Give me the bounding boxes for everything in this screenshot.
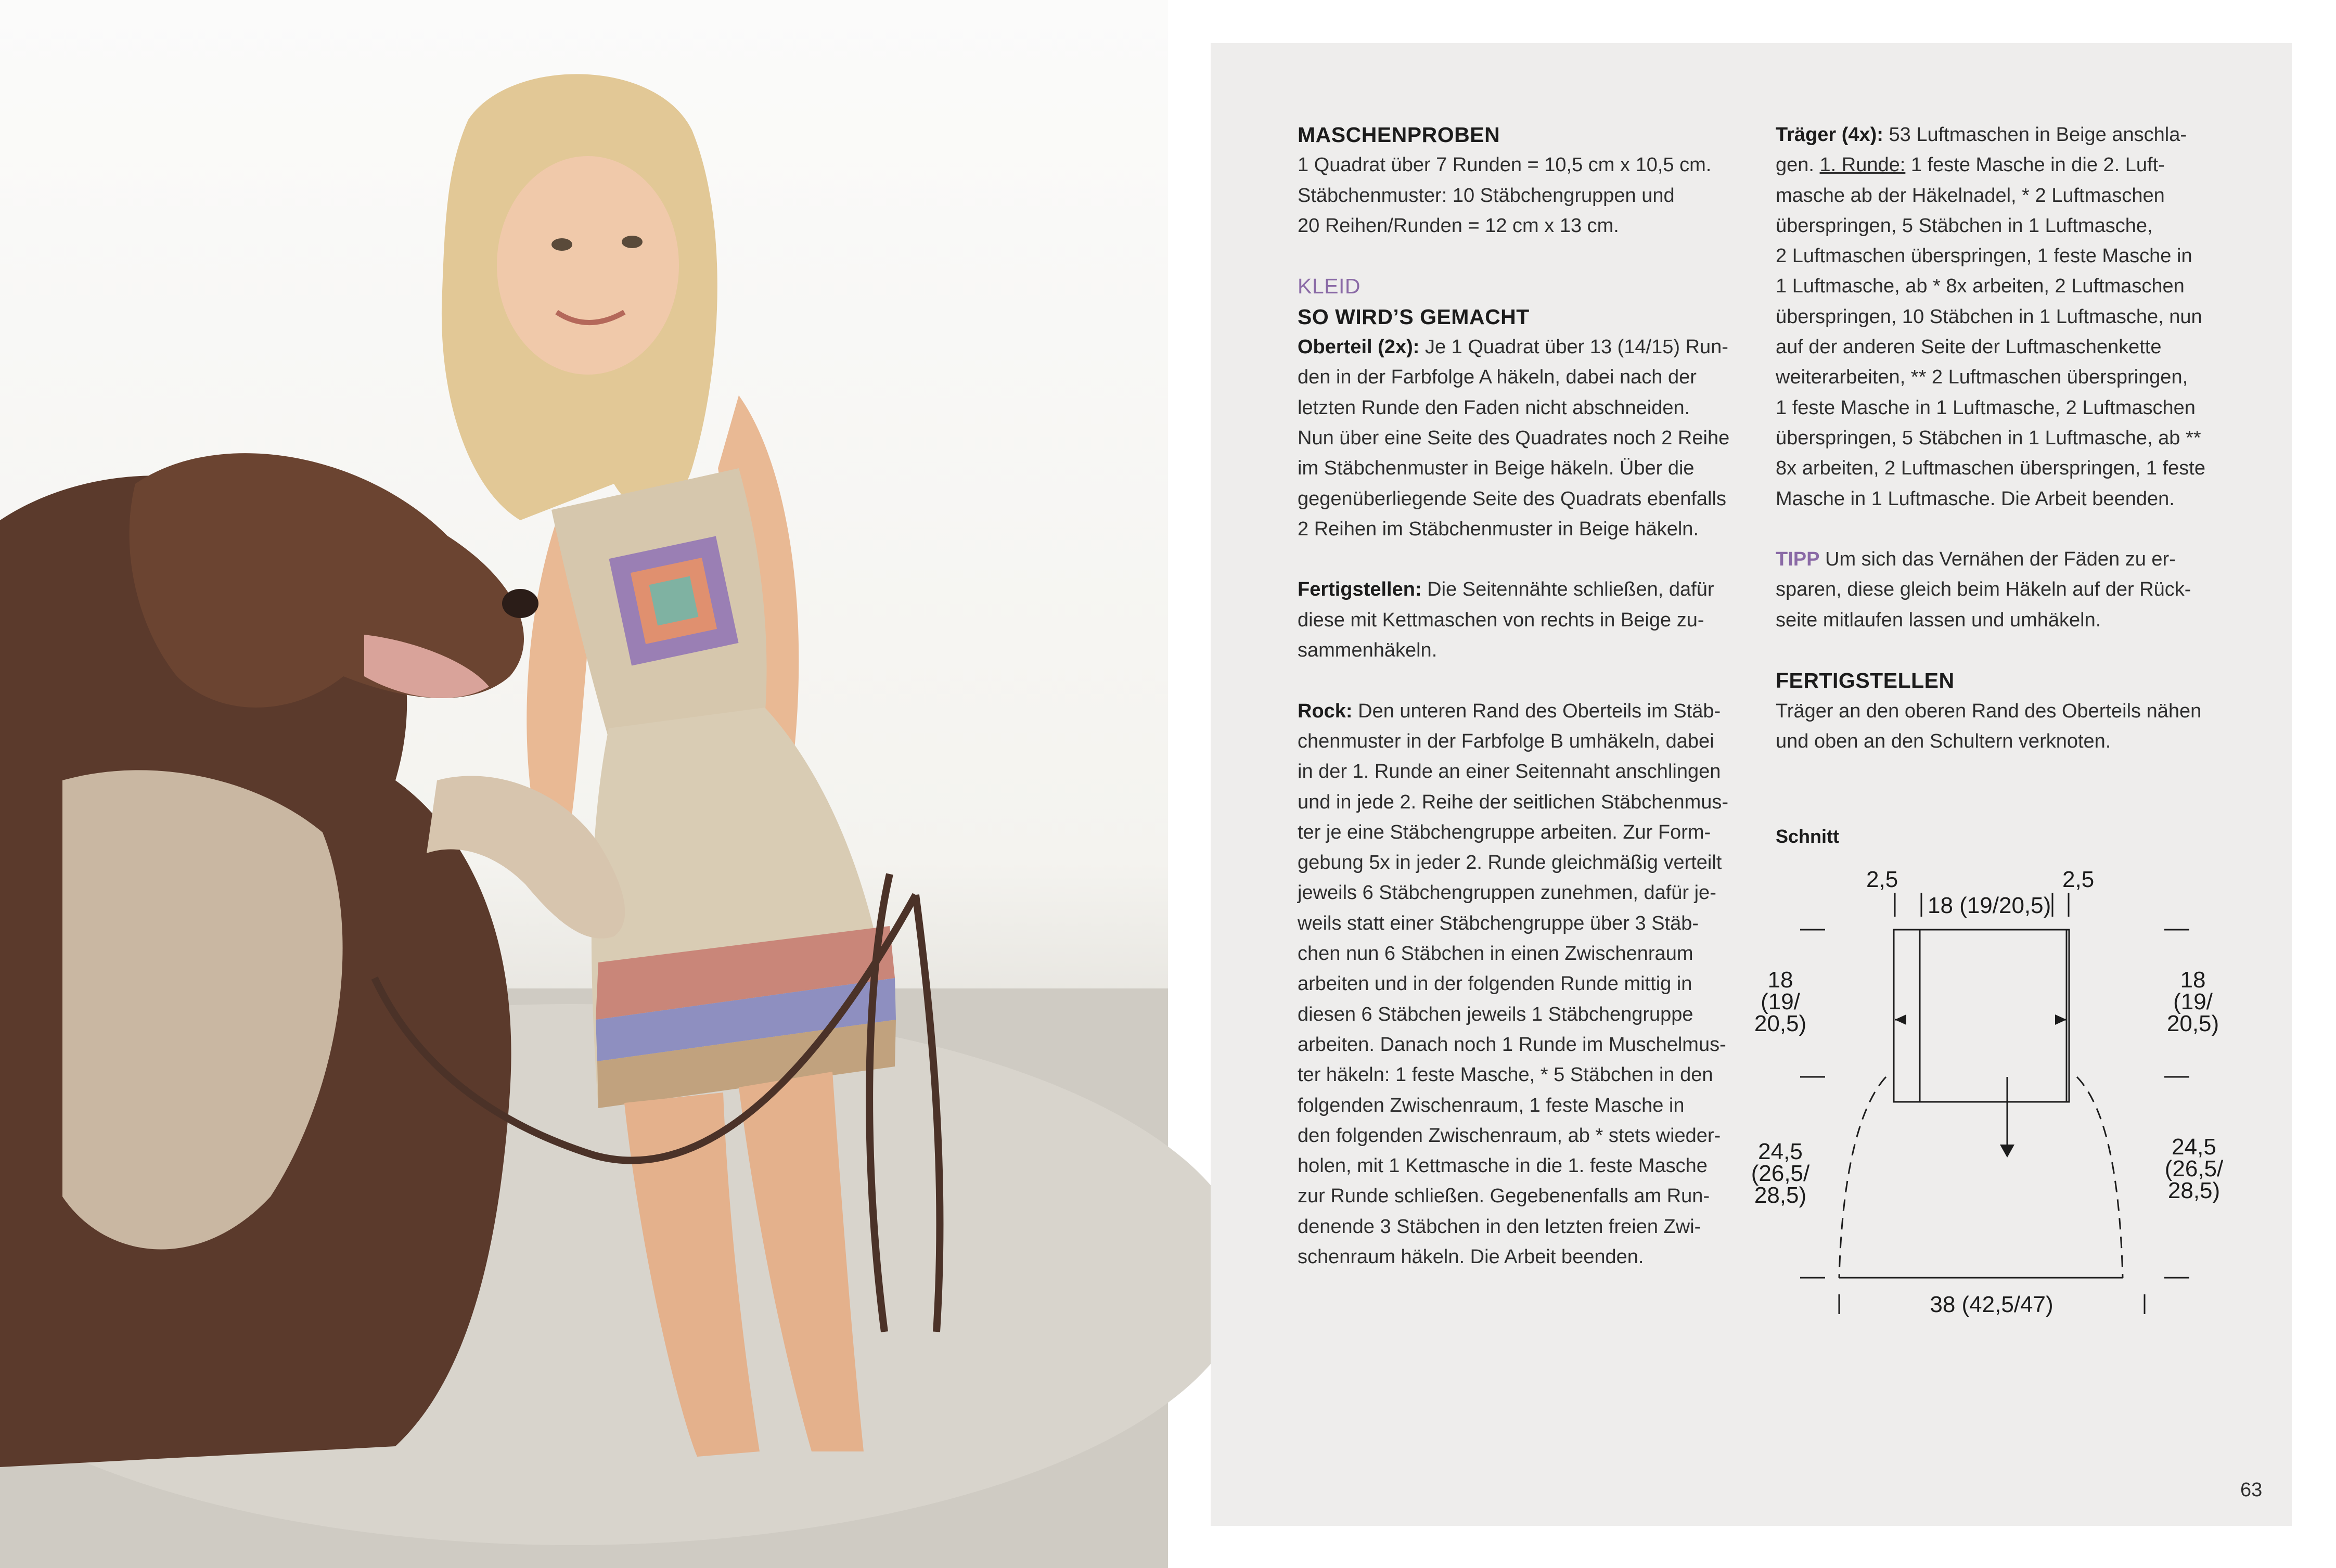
kleid-heading: KLEID xyxy=(1298,274,1360,299)
oberteil-line: Je 1 Quadrat über 13 (14/15) Run- xyxy=(1419,336,1728,358)
page-number: 63 xyxy=(2240,1479,2263,1501)
top-width-measure: 18 (19/20,5) xyxy=(1928,893,2051,918)
traeger-line: überspringen, 5 Stäbchen in 1 Luftmasche, xyxy=(1776,214,2153,237)
oberteil-paragraph xyxy=(1298,332,1740,362)
traeger-line: überspringen, 5 Stäbchen in 1 Luftmasche, ab ** xyxy=(1776,427,2201,449)
rock-line: chenmuster in der Farbfolge B umhäkeln, dabei xyxy=(1298,730,1714,752)
rock-line: arbeiten. Danach noch 1 Runde im Muschelmus- xyxy=(1298,1033,1726,1056)
traeger-line xyxy=(1776,150,2244,180)
rock-line: weils statt einer Stäbchengruppe über 3 Stäb- xyxy=(1298,912,1699,934)
traeger-line: Masche in 1 Luftmasche. Die Arbeit beenden. xyxy=(1776,487,2175,510)
column-right xyxy=(1776,120,2244,756)
oberteil-line: letzten Runde den Faden nicht abschneiden. xyxy=(1298,396,1690,419)
rock-lead: Rock: xyxy=(1298,700,1353,722)
right-upper-line: (19/ xyxy=(2173,989,2213,1014)
traeger-line: 53 Luftmaschen in Beige anschla- xyxy=(1883,124,2187,146)
oberteil-line: den in der Farbfolge A häkeln, dabei nach der xyxy=(1298,366,1697,389)
right-lower-line: 28,5) xyxy=(2167,1178,2221,1203)
top-right-measure: 2,5 xyxy=(2062,867,2095,892)
rock-line: ter häkeln: 1 feste Masche, * 5 Stäbchen in den xyxy=(1298,1064,1713,1086)
fertigstellen-line: sammenhäkeln. xyxy=(1298,639,1437,662)
fertigstellen-lead: Fertigstellen: xyxy=(1298,579,1422,601)
rock-line: in der 1. Runde an einer Seitennaht anschlingen xyxy=(1298,761,1721,783)
traeger-line: auf der anderen Seite der Luftmaschenkette xyxy=(1776,336,2162,358)
maschenproben-line: 20 Reihen/Runden = 12 cm x 13 cm. xyxy=(1298,214,1619,237)
top-left-measure: 2,5 xyxy=(1866,867,1898,892)
rock-line: zur Runde schließen. Gegebenenfalls am Run- xyxy=(1298,1185,1710,1207)
rock-line: und in jede 2. Reihe der seitlichen Stäbchenmus- xyxy=(1298,791,1729,813)
schnitt-drawing xyxy=(1748,858,2224,1327)
rock-line: den folgenden Zwischenraum, ab * stets wieder- xyxy=(1298,1124,1721,1147)
column-left xyxy=(1298,120,1740,1272)
traeger-lead: Träger (4x): xyxy=(1776,124,1883,146)
fertigstellen-line: diese mit Kettmaschen von rechts in Beige zu- xyxy=(1298,609,1704,631)
traeger-text: 1 feste Masche in die 2. Luft- xyxy=(1905,154,2165,176)
rock-paragraph xyxy=(1298,696,1740,726)
left-lower-line: 24,5 xyxy=(1758,1139,1803,1164)
rock-line: denende 3 Stäbchen in den letzten freien Zwi- xyxy=(1298,1215,1701,1238)
tipp-line: sparen, diese gleich beim Häkeln auf der Rück- xyxy=(1776,579,2191,601)
traeger-line: 1 feste Masche in 1 Luftmasche, 2 Luftmaschen xyxy=(1776,396,2196,419)
traeger-paragraph xyxy=(1776,120,2244,150)
traeger-line: 8x arbeiten, 2 Luftmaschen überspringen, 1 feste xyxy=(1776,457,2205,480)
left-upper-line: (19/ xyxy=(1761,989,1800,1014)
fertigstellen-line: Die Seitennähte schließen, dafür xyxy=(1421,579,1714,601)
rock-line: ter je eine Stäbchengruppe arbeiten. Zur Form- xyxy=(1298,821,1711,843)
traeger-line: überspringen, 10 Stäbchen in 1 Luftmasche, nun xyxy=(1776,305,2202,328)
maschenproben-heading: MASCHENPROBEN xyxy=(1298,123,1500,147)
right-lower-line: (26,5/ xyxy=(2164,1156,2224,1181)
tipp-line: seite mitlaufen lassen und umhäkeln. xyxy=(1776,609,2101,631)
right-upper-line: 20,5) xyxy=(2166,1011,2219,1036)
oberteil-lead: Oberteil (2x): xyxy=(1298,336,1420,358)
left-lower-line: (26,5/ xyxy=(1751,1161,1810,1186)
schnitt-diagram xyxy=(1748,858,2224,1329)
traeger-line: masche ab der Häkelnadel, * 2 Luftmaschen xyxy=(1776,184,2165,207)
left-lower-line: 28,5) xyxy=(1754,1183,1807,1208)
rock-line: arbeiten und in der folgenden Runde mittig in xyxy=(1298,973,1692,995)
maschenproben-line: 1 Quadrat über 7 Runden = 10,5 cm x 10,5 cm. xyxy=(1298,154,1712,176)
runde-label: 1. Runde: xyxy=(1819,154,1906,176)
fertigstellen-text: Träger an den oberen Rand des Oberteils nähen xyxy=(1776,700,2202,722)
rock-line: gebung 5x in jeder 2. Runde gleichmäßig verteilt xyxy=(1298,852,1722,874)
tipp-line: Um sich das Vernähen der Fäden zu er- xyxy=(1819,548,2176,571)
oberteil-line: Nun über eine Seite des Quadrates noch 2 Reihe xyxy=(1298,427,1730,449)
traeger-line: weiterarbeiten, ** 2 Luftmaschen überspringen, xyxy=(1776,366,2188,389)
oberteil-line: 2 Reihen im Stäbchenmuster in Beige häkeln. xyxy=(1298,518,1699,540)
fertigstellen-text: und oben an den Schultern verknoten. xyxy=(1776,730,2111,752)
tipp-label: TIPP xyxy=(1776,548,1820,571)
rock-line: holen, mit 1 Kettmasche in die 1. feste Masche xyxy=(1298,1155,1708,1177)
fertigstellen-heading: FERTIGSTELLEN xyxy=(1776,669,1955,693)
left-upper-line: 18 xyxy=(1767,967,1793,993)
traeger-line: 1 Luftmasche, ab * 8x arbeiten, 2 Luftmaschen xyxy=(1776,275,2185,298)
oberteil-line: im Stäbchenmuster in Beige häkeln. Über die xyxy=(1298,457,1695,480)
fertigstellen-paragraph xyxy=(1298,574,1740,605)
tipp-paragraph xyxy=(1776,544,2244,574)
rock-line: chen nun 6 Stäbchen in einen Zwischenraum xyxy=(1298,943,1693,965)
rock-line: Den unteren Rand des Oberteils im Stäb- xyxy=(1352,700,1721,722)
bottom-width-measure: 38 (42,5/47) xyxy=(1930,1292,2053,1317)
rock-line: diesen 6 Stäbchen jeweils 1 Stäbchengruppe xyxy=(1298,1003,1693,1025)
rock-line: folgenden Zwischenraum, 1 feste Masche in xyxy=(1298,1094,1685,1116)
right-upper-line: 18 xyxy=(2180,967,2206,993)
so-wirds-gemacht-heading: SO WIRD’S GEMACHT xyxy=(1298,304,1530,329)
traeger-text: gen. xyxy=(1776,154,1820,176)
rock-line: schenraum häkeln. Die Arbeit beenden. xyxy=(1298,1245,1644,1268)
right-lower-line: 24,5 xyxy=(2172,1134,2216,1160)
schnitt-label: Schnitt xyxy=(1776,826,1839,847)
traeger-line: 2 Luftmaschen überspringen, 1 feste Masche in xyxy=(1776,245,2192,267)
oberteil-line: gegenüberliegende Seite des Quadrats ebenfalls xyxy=(1298,487,1726,510)
rock-line: jeweils 6 Stäbchengruppen zunehmen, dafür je- xyxy=(1298,882,1716,904)
maschenproben-line: Stäbchenmuster: 10 Stäbchengruppen und xyxy=(1298,184,1675,207)
left-upper-line: 20,5) xyxy=(1754,1011,1807,1036)
